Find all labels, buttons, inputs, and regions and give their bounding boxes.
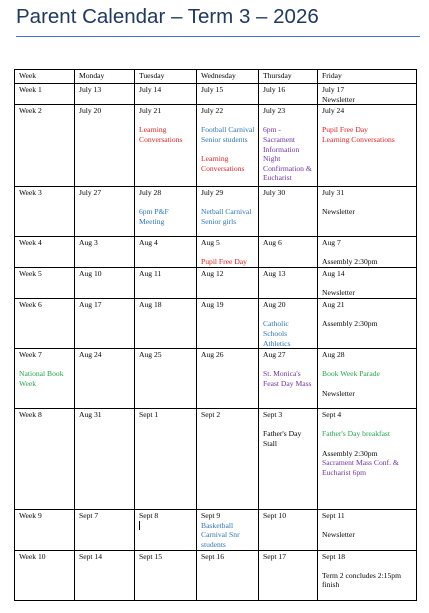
header-wednesday: Wednesday	[197, 70, 259, 84]
date-label: July 20	[79, 106, 102, 116]
date-label: Aug 26	[201, 350, 224, 360]
day-cell-monday[interactable]	[75, 237, 135, 268]
week-label: Week 10	[19, 551, 46, 561]
week-row	[15, 299, 417, 349]
week-label: Week 6	[19, 300, 42, 310]
event-text: Pupil Free Day	[201, 257, 247, 267]
day-cell-wednesday[interactable]	[197, 237, 259, 268]
date-label: July 14	[139, 85, 162, 94]
day-cell-tuesday[interactable]	[135, 299, 197, 349]
event-text: Term 2 concludes 2:15pm finish	[322, 570, 401, 590]
day-cell-tuesday[interactable]	[135, 550, 197, 600]
day-cell-thursday[interactable]	[259, 510, 318, 550]
date-label: Aug 27	[263, 350, 286, 360]
day-cell-thursday[interactable]	[259, 550, 318, 600]
event-text: 6pm P&F Meeting	[139, 207, 169, 226]
title-underline	[16, 36, 420, 37]
event-text: Learning Conversations	[322, 134, 395, 144]
day-cell-friday[interactable]	[318, 84, 417, 105]
day-cell-wednesday[interactable]	[197, 187, 259, 237]
date-label: Sept 8	[139, 511, 159, 521]
week-label: Week 2	[19, 106, 42, 116]
date-label: Sept 3	[263, 410, 283, 420]
day-cell-monday[interactable]	[75, 510, 135, 550]
day-cell-monday[interactable]	[75, 84, 135, 105]
week-row	[15, 105, 417, 187]
page-title: Parent Calendar – Term 3 – 2026	[16, 5, 319, 28]
header-week: Week	[15, 70, 75, 84]
week-row	[15, 187, 417, 237]
date-label: Sept 15	[139, 551, 162, 561]
week-row	[15, 349, 417, 409]
event-text: Newsletter	[322, 288, 355, 298]
week-label: Week 7	[19, 350, 42, 360]
day-cell-friday[interactable]	[318, 187, 417, 237]
date-label: July 23	[263, 106, 286, 116]
date-label: Aug 20	[263, 300, 286, 310]
day-cell-tuesday[interactable]	[135, 187, 197, 237]
day-cell-friday[interactable]	[318, 268, 417, 299]
week-label: Week 9	[19, 511, 42, 521]
day-cell-thursday[interactable]	[259, 349, 318, 409]
event-text: Learning Conversations	[201, 154, 245, 173]
day-cell-friday[interactable]	[318, 550, 417, 600]
date-label: July 16	[263, 85, 286, 94]
header-monday: Monday	[75, 70, 135, 84]
event-text: Assembly 2:30pm	[322, 448, 378, 458]
date-label: July 21	[139, 106, 162, 116]
date-label: Aug 31	[79, 410, 102, 420]
week-row	[15, 409, 417, 510]
date-label: Sept 14	[79, 551, 102, 561]
day-cell-wednesday[interactable]	[197, 349, 259, 409]
date-label: Sept 1	[139, 410, 159, 420]
event-text: Assembly 2:30pm	[322, 257, 378, 267]
day-cell-wednesday[interactable]	[197, 510, 259, 550]
week-cell	[15, 187, 75, 237]
day-cell-friday[interactable]	[318, 349, 417, 409]
date-label: Aug 24	[79, 350, 102, 360]
week-label: Week 4	[19, 238, 42, 248]
date-label: Aug 6	[263, 238, 282, 248]
date-label: Sept 4	[322, 410, 342, 420]
day-cell-monday[interactable]	[75, 409, 135, 510]
event-text: Basketball Carnival Snr students	[201, 520, 240, 549]
date-label: Aug 18	[139, 300, 162, 310]
day-cell-tuesday[interactable]	[135, 84, 197, 105]
day-cell-wednesday[interactable]	[197, 105, 259, 187]
date-label: Aug 7	[322, 238, 341, 248]
day-cell-friday[interactable]	[318, 299, 417, 349]
date-label: July 13	[79, 85, 102, 94]
event-text: Learning Conversations	[139, 125, 183, 144]
day-cell-monday[interactable]	[75, 299, 135, 349]
week-row	[15, 268, 417, 299]
event-text: Assembly 2:30pm	[322, 319, 378, 329]
date-label: July 24	[322, 106, 345, 116]
date-label: Sept 9	[201, 511, 221, 521]
event-text: Catholic Schools Athletics	[263, 319, 291, 348]
event-text: Newsletter	[322, 530, 355, 540]
day-cell-tuesday[interactable]	[135, 237, 197, 268]
date-label: July 27	[79, 188, 102, 198]
day-cell-friday[interactable]	[318, 237, 417, 268]
week-cell	[15, 268, 75, 299]
day-cell-tuesday[interactable]	[135, 349, 197, 409]
day-cell-tuesday[interactable]	[135, 510, 197, 550]
day-cell-monday[interactable]	[75, 187, 135, 237]
week-row	[15, 84, 417, 105]
text-cursor	[139, 521, 140, 530]
event-text: 6pm - Sacrament Information Night Confirmation & Eucharist	[263, 125, 312, 183]
event-text: Father's Day breakfast	[322, 429, 390, 439]
week-cell	[15, 84, 75, 105]
calendar-table	[14, 69, 417, 601]
day-cell-monday[interactable]	[75, 105, 135, 187]
day-cell-thursday[interactable]	[259, 409, 318, 510]
day-cell-tuesday[interactable]	[135, 268, 197, 299]
date-label: Aug 21	[322, 300, 345, 310]
date-label: Sept 2	[201, 410, 221, 420]
date-label: July 29	[201, 188, 224, 198]
date-label: July 31	[322, 188, 345, 198]
date-label: Sept 10	[263, 511, 286, 521]
event-text: Football Carnival Senior students	[201, 125, 255, 144]
day-cell-tuesday[interactable]	[135, 105, 197, 187]
day-cell-tuesday[interactable]	[135, 409, 197, 510]
week-cell	[15, 105, 75, 187]
week-row	[15, 510, 417, 550]
week-cell	[15, 299, 75, 349]
date-label: July 15	[201, 85, 224, 94]
date-label: Aug 11	[139, 269, 162, 279]
event-text: Netball Carnival Senior girls	[201, 207, 252, 226]
date-label: Aug 5	[201, 238, 220, 248]
day-cell-wednesday[interactable]	[197, 409, 259, 510]
date-label: Sept 11	[322, 511, 345, 521]
header-tuesday: Tuesday	[135, 70, 197, 84]
event-text: Book Week Parade	[322, 369, 380, 379]
date-label: Aug 19	[201, 300, 224, 310]
header-thursday: Thursday	[259, 70, 318, 84]
day-cell-friday[interactable]	[318, 105, 417, 187]
week-cell	[15, 349, 75, 409]
date-label: Aug 3	[79, 238, 98, 248]
week-row	[15, 550, 417, 600]
date-label: Aug 12	[201, 269, 224, 279]
date-label: Sept 18	[322, 551, 345, 561]
date-label: Sept 7	[79, 511, 99, 521]
week-label: Week 1	[19, 85, 42, 94]
event-text: Pupil Free Day	[322, 125, 368, 135]
day-cell-monday[interactable]	[75, 550, 135, 600]
date-label: Aug 14	[322, 269, 345, 279]
event-text: Newsletter	[322, 207, 355, 217]
event-text: St. Monica's Feast Day Mass	[263, 369, 312, 388]
header-friday: Friday	[318, 70, 417, 84]
event-text: Newsletter	[322, 388, 355, 398]
day-cell-wednesday[interactable]	[197, 84, 259, 105]
date-label: July 28	[139, 188, 162, 198]
week-label: Week 8	[19, 410, 42, 420]
day-cell-thursday[interactable]	[259, 237, 318, 268]
date-label: Aug 17	[79, 300, 102, 310]
day-cell-thursday[interactable]	[259, 187, 318, 237]
week-label: Week 3	[19, 188, 42, 198]
day-cell-monday[interactable]	[75, 349, 135, 409]
date-label: Sept 17	[263, 551, 286, 561]
week-cell	[15, 409, 75, 510]
week-cell	[15, 550, 75, 600]
event-text: Newsletter	[322, 94, 355, 104]
date-label: Aug 13	[263, 269, 286, 279]
day-cell-thursday[interactable]	[259, 84, 318, 105]
date-label: July 22	[201, 106, 224, 116]
date-label: Aug 28	[322, 350, 345, 360]
event-text: Father's Day Stall	[263, 429, 302, 448]
day-cell-wednesday[interactable]	[197, 550, 259, 600]
header-row	[15, 70, 417, 84]
week-row	[15, 237, 417, 268]
day-cell-wednesday[interactable]	[197, 299, 259, 349]
event-text: National Book Week	[19, 369, 64, 388]
date-label: Aug 25	[139, 350, 162, 360]
event-text: Sacrament Mass Conf. & Eucharist 6pm	[322, 458, 399, 477]
date-label: July 17	[322, 85, 345, 94]
day-cell-thursday[interactable]	[259, 299, 318, 349]
date-label: Sept 16	[201, 551, 224, 561]
day-cell-thursday[interactable]	[259, 268, 318, 299]
day-cell-monday[interactable]	[75, 268, 135, 299]
day-cell-thursday[interactable]	[259, 105, 318, 187]
date-label: Aug 4	[139, 238, 158, 248]
week-cell	[15, 510, 75, 550]
date-label: July 30	[263, 188, 286, 198]
day-cell-wednesday[interactable]	[197, 268, 259, 299]
day-cell-friday[interactable]	[318, 510, 417, 550]
week-label: Week 5	[19, 269, 42, 279]
week-cell	[15, 237, 75, 268]
date-label: Aug 10	[79, 269, 102, 279]
day-cell-friday[interactable]	[318, 409, 417, 510]
